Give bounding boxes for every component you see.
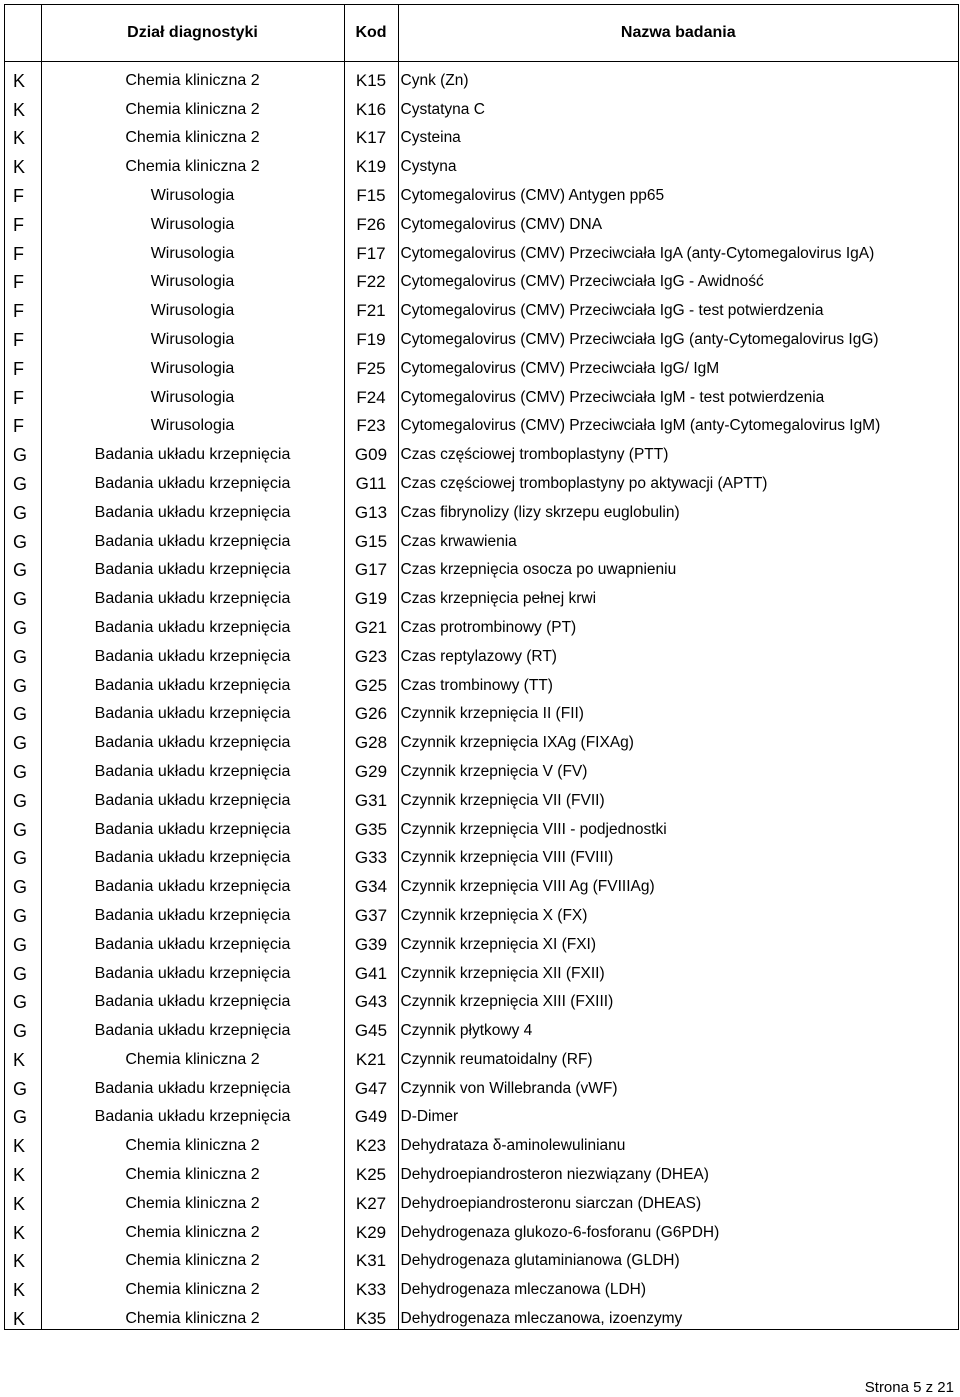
- row-letter: G: [13, 560, 28, 581]
- row-dept: Chemia kliniczna 2: [41, 1156, 344, 1185]
- table-row: [5, 494, 958, 523]
- row-letter: G: [13, 473, 28, 494]
- row-code: G17: [344, 552, 398, 581]
- table-row: [5, 1156, 958, 1185]
- row-dept: Badania układu krzepnięcia: [41, 696, 344, 725]
- row-dept: Chemia kliniczna 2: [41, 62, 344, 91]
- row-letter: G: [13, 646, 28, 667]
- row-name: Cytomegalovirus (CMV) Antygen pp65: [398, 177, 958, 206]
- row-letter: G: [13, 1107, 28, 1128]
- row-dept: Badania układu krzepnięcia: [41, 897, 344, 926]
- table-row: [5, 638, 958, 667]
- row-name: Czas reptylazowy (RT): [398, 638, 958, 667]
- table-row: [5, 1099, 958, 1128]
- row-dept: Badania układu krzepnięcia: [41, 465, 344, 494]
- row-dept: Badania układu krzepnięcia: [41, 868, 344, 897]
- row-name: Czynnik krzepnięcia VIII - podjednostki: [398, 811, 958, 840]
- row-code: K23: [344, 1127, 398, 1156]
- row-dept: Chemia kliniczna 2: [41, 1300, 344, 1329]
- row-code: G15: [344, 523, 398, 552]
- row-letter: G: [13, 790, 28, 811]
- row-name: Cytomegalovirus (CMV) DNA: [398, 206, 958, 235]
- row-name: Dehydrogenaza glukozo-6-fosforanu (G6PDH): [398, 1214, 958, 1243]
- row-dept: Chemia kliniczna 2: [41, 1127, 344, 1156]
- row-dept: Wirusologia: [41, 379, 344, 408]
- header-dept: Dział diagnostyki: [41, 5, 344, 62]
- row-dept: Chemia kliniczna 2: [41, 91, 344, 120]
- row-letter: G: [13, 675, 28, 696]
- row-letter: K: [13, 99, 26, 120]
- row-dept: Chemia kliniczna 2: [41, 1185, 344, 1214]
- table-row: [5, 1012, 958, 1041]
- table-row: [5, 292, 958, 321]
- row-name: Dehydrataza δ-aminolewulinianu: [398, 1127, 958, 1156]
- row-code: G47: [344, 1070, 398, 1099]
- row-letter: F: [13, 243, 24, 264]
- row-letter: F: [13, 214, 24, 235]
- table-header-row: [5, 5, 958, 62]
- table-row: [5, 350, 958, 379]
- row-code: G39: [344, 926, 398, 955]
- row-name: Cysteina: [398, 120, 958, 149]
- row-name: Czynnik płytkowy 4: [398, 1012, 958, 1041]
- row-code: K19: [344, 148, 398, 177]
- row-letter: K: [13, 1165, 26, 1186]
- row-letter: F: [13, 387, 24, 408]
- row-code: G23: [344, 638, 398, 667]
- table-row: [5, 696, 958, 725]
- row-dept: Badania układu krzepnięcia: [41, 436, 344, 465]
- row-code: G34: [344, 868, 398, 897]
- row-dept: Badania układu krzepnięcia: [41, 984, 344, 1013]
- row-name: Cystatyna C: [398, 91, 958, 120]
- header-letter: [5, 5, 41, 62]
- row-dept: Badania układu krzepnięcia: [41, 580, 344, 609]
- table-row: [5, 1127, 958, 1156]
- row-letter: K: [13, 1280, 26, 1301]
- table-row: [5, 811, 958, 840]
- row-name: Cystyna: [398, 148, 958, 177]
- row-dept: Badania układu krzepnięcia: [41, 1099, 344, 1128]
- row-letter: K: [13, 70, 26, 91]
- row-name: Czynnik krzepnięcia XIII (FXIII): [398, 984, 958, 1013]
- row-dept: Wirusologia: [41, 408, 344, 437]
- row-name: Czynnik krzepnięcia VII (FVII): [398, 782, 958, 811]
- row-dept: Badania układu krzepnięcia: [41, 1070, 344, 1099]
- row-dept: Badania układu krzepnięcia: [41, 811, 344, 840]
- row-name: D-Dimer: [398, 1099, 958, 1128]
- row-letter: G: [13, 733, 28, 754]
- row-name: Czas trombinowy (TT): [398, 667, 958, 696]
- table-row: [5, 897, 958, 926]
- row-name: Dehydrogenaza mleczanowa, izoenzymy: [398, 1300, 958, 1329]
- row-code: G25: [344, 667, 398, 696]
- row-letter: F: [13, 416, 24, 437]
- row-code: F25: [344, 350, 398, 379]
- row-name: Czynnik reumatoidalny (RF): [398, 1041, 958, 1070]
- header-code: Kod: [344, 5, 398, 62]
- table-row: [5, 667, 958, 696]
- row-letter: K: [13, 1136, 26, 1157]
- row-letter: F: [13, 272, 24, 293]
- table-row: [5, 1300, 958, 1329]
- table-row: [5, 523, 958, 552]
- row-letter: F: [13, 358, 24, 379]
- table-row: [5, 724, 958, 753]
- table-row: [5, 1041, 958, 1070]
- row-dept: Chemia kliniczna 2: [41, 1041, 344, 1070]
- row-dept: Wirusologia: [41, 206, 344, 235]
- table-row: [5, 91, 958, 120]
- row-letter: F: [13, 329, 24, 350]
- row-dept: Wirusologia: [41, 292, 344, 321]
- row-letter: K: [13, 1049, 26, 1070]
- row-dept: Badania układu krzepnięcia: [41, 955, 344, 984]
- row-dept: Badania układu krzepnięcia: [41, 1012, 344, 1041]
- row-name: Dehydrogenaza mleczanowa (LDH): [398, 1271, 958, 1300]
- row-name: Czas częściowej tromboplastyny po aktywacji (APTT): [398, 465, 958, 494]
- row-name: Cytomegalovirus (CMV) Przeciwciała IgG (anty-Cytomegalovirus IgG): [398, 321, 958, 350]
- table-row: [5, 321, 958, 350]
- row-name: Cytomegalovirus (CMV) Przeciwciała IgA (anty-Cytomegalovirus IgA): [398, 235, 958, 264]
- row-name: Cytomegalovirus (CMV) Przeciwciała IgG - Awidność: [398, 264, 958, 293]
- row-name: Czas krzepnięcia pełnej krwi: [398, 580, 958, 609]
- table-row: [5, 580, 958, 609]
- row-name: Czas krwawienia: [398, 523, 958, 552]
- table-row: [5, 782, 958, 811]
- row-name: Czynnik krzepnięcia VIII Ag (FVIIIAg): [398, 868, 958, 897]
- row-dept: Wirusologia: [41, 264, 344, 293]
- table-row: [5, 264, 958, 293]
- row-letter: G: [13, 617, 28, 638]
- row-dept: Badania układu krzepnięcia: [41, 523, 344, 552]
- row-dept: Wirusologia: [41, 177, 344, 206]
- row-name: Cytomegalovirus (CMV) Przeciwciała IgG/ IgM: [398, 350, 958, 379]
- table-row: [5, 120, 958, 149]
- table-row: [5, 1185, 958, 1214]
- table-row: [5, 148, 958, 177]
- row-dept: Badania układu krzepnięcia: [41, 724, 344, 753]
- row-name: Czynnik krzepnięcia XI (FXI): [398, 926, 958, 955]
- table-row: [5, 408, 958, 437]
- row-code: K33: [344, 1271, 398, 1300]
- test-catalog-table: [4, 4, 959, 1330]
- row-letter: G: [13, 848, 28, 869]
- row-dept: Badania układu krzepnięcia: [41, 926, 344, 955]
- row-name: Dehydroepiandrosteron niezwiązany (DHEA): [398, 1156, 958, 1185]
- row-dept: Chemia kliniczna 2: [41, 148, 344, 177]
- table-row: [5, 62, 958, 91]
- row-code: F22: [344, 264, 398, 293]
- row-letter: G: [13, 992, 28, 1013]
- row-code: F17: [344, 235, 398, 264]
- table-row: [5, 436, 958, 465]
- row-name: Czynnik von Willebranda (vWF): [398, 1070, 958, 1099]
- row-name: Czas krzepnięcia osocza po uwapnieniu: [398, 552, 958, 581]
- row-name: Czas częściowej tromboplastyny (PTT): [398, 436, 958, 465]
- row-letter: K: [13, 1309, 26, 1330]
- row-code: K15: [344, 62, 398, 91]
- row-letter: G: [13, 445, 28, 466]
- row-code: K25: [344, 1156, 398, 1185]
- row-dept: Chemia kliniczna 2: [41, 1214, 344, 1243]
- row-code: G13: [344, 494, 398, 523]
- table-row: [5, 379, 958, 408]
- row-name: Czynnik krzepnięcia XII (FXII): [398, 955, 958, 984]
- row-dept: Chemia kliniczna 2: [41, 120, 344, 149]
- table-row: [5, 1243, 958, 1272]
- row-dept: Badania układu krzepnięcia: [41, 667, 344, 696]
- row-code: G19: [344, 580, 398, 609]
- row-code: G09: [344, 436, 398, 465]
- row-name: Cytomegalovirus (CMV) Przeciwciała IgM - test potwierdzenia: [398, 379, 958, 408]
- row-code: K29: [344, 1214, 398, 1243]
- table-row: [5, 926, 958, 955]
- row-letter: G: [13, 1078, 28, 1099]
- row-letter: F: [13, 301, 24, 322]
- row-name: Dehydrogenaza glutaminianowa (GLDH): [398, 1243, 958, 1272]
- row-code: G28: [344, 724, 398, 753]
- header-name: Nazwa badania: [398, 5, 958, 62]
- row-code: G21: [344, 609, 398, 638]
- row-letter: G: [13, 905, 28, 926]
- row-dept: Badania układu krzepnięcia: [41, 782, 344, 811]
- row-letter: G: [13, 761, 28, 782]
- row-letter: G: [13, 704, 28, 725]
- row-name: Czas fibrynolizy (lizy skrzepu euglobulin): [398, 494, 958, 523]
- row-code: G31: [344, 782, 398, 811]
- row-dept: Chemia kliniczna 2: [41, 1243, 344, 1272]
- row-dept: Wirusologia: [41, 235, 344, 264]
- row-letter: K: [13, 128, 26, 149]
- row-code: F19: [344, 321, 398, 350]
- table-row: [5, 609, 958, 638]
- table-row: [5, 1070, 958, 1099]
- row-letter: G: [13, 877, 28, 898]
- table-row: [5, 840, 958, 869]
- row-code: G26: [344, 696, 398, 725]
- row-dept: Badania układu krzepnięcia: [41, 753, 344, 782]
- row-code: G41: [344, 955, 398, 984]
- table-row: [5, 177, 958, 206]
- row-code: G35: [344, 811, 398, 840]
- row-dept: Chemia kliniczna 2: [41, 1271, 344, 1300]
- row-code: F15: [344, 177, 398, 206]
- row-letter: K: [13, 157, 26, 178]
- row-dept: Badania układu krzepnięcia: [41, 552, 344, 581]
- row-code: F23: [344, 408, 398, 437]
- row-name: Czynnik krzepnięcia II (FII): [398, 696, 958, 725]
- row-name: Czynnik krzepnięcia VIII (FVIII): [398, 840, 958, 869]
- row-letter: G: [13, 531, 28, 552]
- row-dept: Wirusologia: [41, 321, 344, 350]
- table-row: [5, 465, 958, 494]
- row-code: F21: [344, 292, 398, 321]
- table-row: [5, 955, 958, 984]
- row-code: K16: [344, 91, 398, 120]
- row-code: K21: [344, 1041, 398, 1070]
- row-dept: Badania układu krzepnięcia: [41, 840, 344, 869]
- row-code: G49: [344, 1099, 398, 1128]
- row-name: Cynk (Zn): [398, 62, 958, 91]
- row-dept: Wirusologia: [41, 350, 344, 379]
- row-code: K31: [344, 1243, 398, 1272]
- row-dept: Badania układu krzepnięcia: [41, 609, 344, 638]
- row-code: G45: [344, 1012, 398, 1041]
- row-name: Czas protrombinowy (PT): [398, 609, 958, 638]
- row-name: Cytomegalovirus (CMV) Przeciwciała IgM (anty-Cytomegalovirus IgM): [398, 408, 958, 437]
- row-letter: G: [13, 819, 28, 840]
- row-name: Czynnik krzepnięcia X (FX): [398, 897, 958, 926]
- table-row: [5, 1271, 958, 1300]
- row-code: K35: [344, 1300, 398, 1329]
- row-code: F24: [344, 379, 398, 408]
- row-code: K17: [344, 120, 398, 149]
- row-name: Czynnik krzepnięcia IXAg (FIXAg): [398, 724, 958, 753]
- row-letter: F: [13, 185, 24, 206]
- row-letter: G: [13, 934, 28, 955]
- table-row: [5, 868, 958, 897]
- row-letter: G: [13, 589, 28, 610]
- table-row: [5, 1214, 958, 1243]
- page-number: Strona 5 z 21: [864, 1379, 954, 1396]
- row-letter: K: [13, 1222, 26, 1243]
- row-name: Dehydroepiandrosteronu siarczan (DHEAS): [398, 1185, 958, 1214]
- row-dept: Badania układu krzepnięcia: [41, 638, 344, 667]
- table-row: [5, 753, 958, 782]
- row-dept: Badania układu krzepnięcia: [41, 494, 344, 523]
- row-letter: K: [13, 1251, 26, 1272]
- row-code: F26: [344, 206, 398, 235]
- row-code: G11: [344, 465, 398, 494]
- table-row: [5, 552, 958, 581]
- row-name: Czynnik krzepnięcia V (FV): [398, 753, 958, 782]
- row-name: Cytomegalovirus (CMV) Przeciwciała IgG - test potwierdzenia: [398, 292, 958, 321]
- row-letter: G: [13, 1021, 28, 1042]
- row-letter: G: [13, 963, 28, 984]
- row-code: G43: [344, 984, 398, 1013]
- row-letter: G: [13, 502, 28, 523]
- table-row: [5, 206, 958, 235]
- row-code: G29: [344, 753, 398, 782]
- row-letter: K: [13, 1193, 26, 1214]
- table-row: [5, 984, 958, 1013]
- row-code: K27: [344, 1185, 398, 1214]
- row-code: G33: [344, 840, 398, 869]
- table-row: [5, 235, 958, 264]
- row-code: G37: [344, 897, 398, 926]
